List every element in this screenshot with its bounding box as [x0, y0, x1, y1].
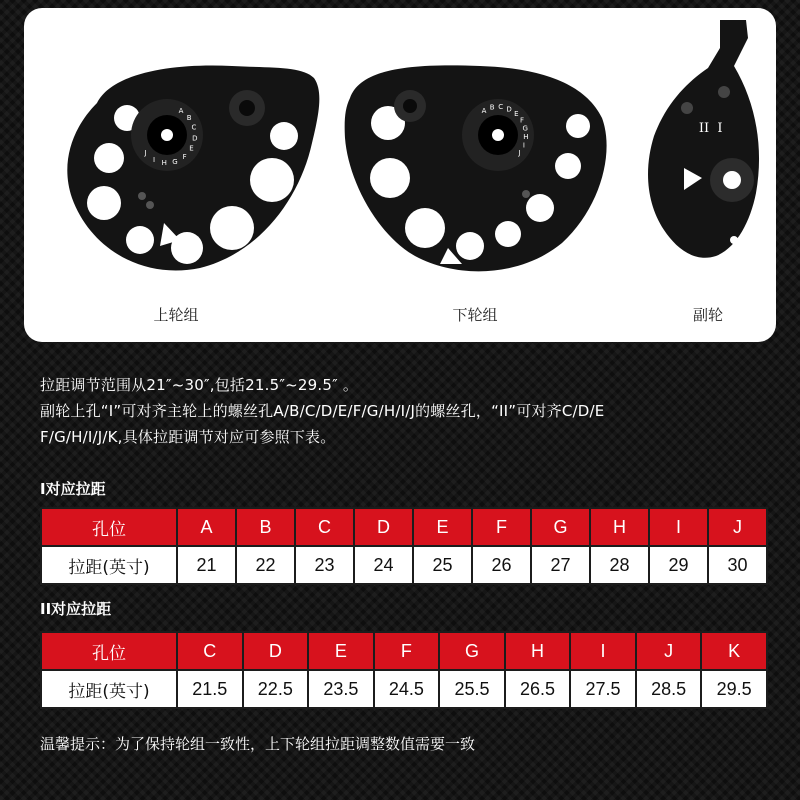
table2-value: 29.5: [701, 670, 767, 708]
table1-value: 24: [354, 546, 413, 584]
table2-value: 26.5: [505, 670, 571, 708]
cam-position-letter: G: [522, 124, 528, 133]
table1-position: A: [177, 508, 236, 546]
table1-position: E: [413, 508, 472, 546]
cam-position-letter: J: [144, 149, 147, 157]
aux-mark-two: II: [698, 121, 710, 136]
cam-position-letter: E: [189, 144, 194, 153]
cam-position-letter: J: [518, 149, 521, 157]
table2-value: 25.5: [439, 670, 505, 708]
cam-position-letter: I: [152, 155, 156, 164]
table2-value: 27.5: [570, 670, 636, 708]
table2-position: I: [570, 632, 636, 670]
cam-position-letter: F: [182, 152, 187, 161]
upper-cam-caption: 上轮组: [153, 306, 199, 324]
table2-position: F: [374, 632, 440, 670]
table1-position: C: [295, 508, 354, 546]
cam-position-letter: D: [506, 105, 512, 114]
table1-value: 29: [649, 546, 708, 584]
table2-value: 22.5: [243, 670, 309, 708]
table1-position: B: [236, 508, 295, 546]
table1-value: 26: [472, 546, 531, 584]
cam-position-letter: A: [178, 106, 184, 115]
cam-position-letter: H: [523, 133, 529, 142]
cam-position-letter: C: [191, 123, 197, 132]
table2-value: 21.5: [177, 670, 243, 708]
table2-position: H: [505, 632, 571, 670]
table2-value: 23.5: [308, 670, 374, 708]
auxiliary-cam-image: [648, 20, 759, 258]
description-line-2: 副轮上孔“I”可对齐主轮上的螺丝孔A/B/C/D/E/F/G/H/I/J的螺丝孔，“II”可对齐C/D/E: [40, 402, 605, 420]
product-illustration: [24, 8, 776, 342]
draw-length-table-1: [40, 507, 768, 585]
aux-mark-one: I: [717, 121, 723, 136]
table2-value-row: [41, 670, 767, 708]
draw-length-table-2: [40, 631, 768, 709]
table2-position: G: [439, 632, 505, 670]
table2-title: II对应拉距: [40, 600, 112, 618]
table1-value: 27: [531, 546, 590, 584]
cam-position-letter: E: [514, 109, 519, 118]
table1-position: H: [590, 508, 649, 546]
table1-value: 23: [295, 546, 354, 584]
table1-position: I: [649, 508, 708, 546]
cam-position-letter: F: [519, 116, 525, 125]
table2-position: C: [177, 632, 243, 670]
table1-position: F: [472, 508, 531, 546]
table2-position: D: [243, 632, 309, 670]
table1-header-row: [41, 508, 767, 546]
cam-position-letter: G: [172, 157, 178, 166]
table2-value: 28.5: [636, 670, 702, 708]
table2-row-label: 拉距(英寸): [41, 670, 177, 708]
cam-position-letter: H: [161, 158, 167, 167]
cam-position-letter: B: [489, 103, 495, 112]
table2-header-row: [41, 632, 767, 670]
table1-value: 21: [177, 546, 236, 584]
product-image-panel: [24, 8, 776, 342]
cam-position-letter: B: [186, 113, 192, 122]
table2-header-label: 孔位: [41, 632, 177, 670]
cam-position-letter: I: [522, 141, 525, 150]
lower-cam-caption: 下轮组: [452, 306, 498, 324]
table1-value: 28: [590, 546, 649, 584]
table1-value-row: [41, 546, 767, 584]
table1-value: 22: [236, 546, 295, 584]
table1-position: D: [354, 508, 413, 546]
table2-position: E: [308, 632, 374, 670]
lower-cam-image: [345, 65, 607, 271]
table1-position: J: [708, 508, 767, 546]
upper-cam-image: [67, 65, 319, 270]
auxiliary-cam-caption: 副轮: [692, 306, 724, 324]
table2-position: K: [701, 632, 767, 670]
table1-header-label: 孔位: [41, 508, 177, 546]
warm-tip: 温馨提示：为了保持轮组一致性，上下轮组拉距调整数值需要一致: [40, 735, 476, 753]
table1-value: 25: [413, 546, 472, 584]
table2-value: 24.5: [374, 670, 440, 708]
table1-row-label: 拉距(英寸): [41, 546, 177, 584]
description-line-3: F/G/H/I/J/K,具体拉距调节对应可参照下表。: [40, 428, 336, 446]
cam-position-letter: D: [192, 134, 198, 143]
cam-position-letter: C: [498, 103, 504, 112]
table1-title: I对应拉距: [40, 480, 106, 498]
table1-value: 30: [708, 546, 767, 584]
table1-position: G: [531, 508, 590, 546]
description: [40, 372, 770, 450]
table2-position: J: [636, 632, 702, 670]
cam-position-letter: A: [481, 106, 487, 115]
description-line-1: 拉距调节范围从21″~30″,包括21.5″~29.5″ 。: [40, 376, 359, 394]
